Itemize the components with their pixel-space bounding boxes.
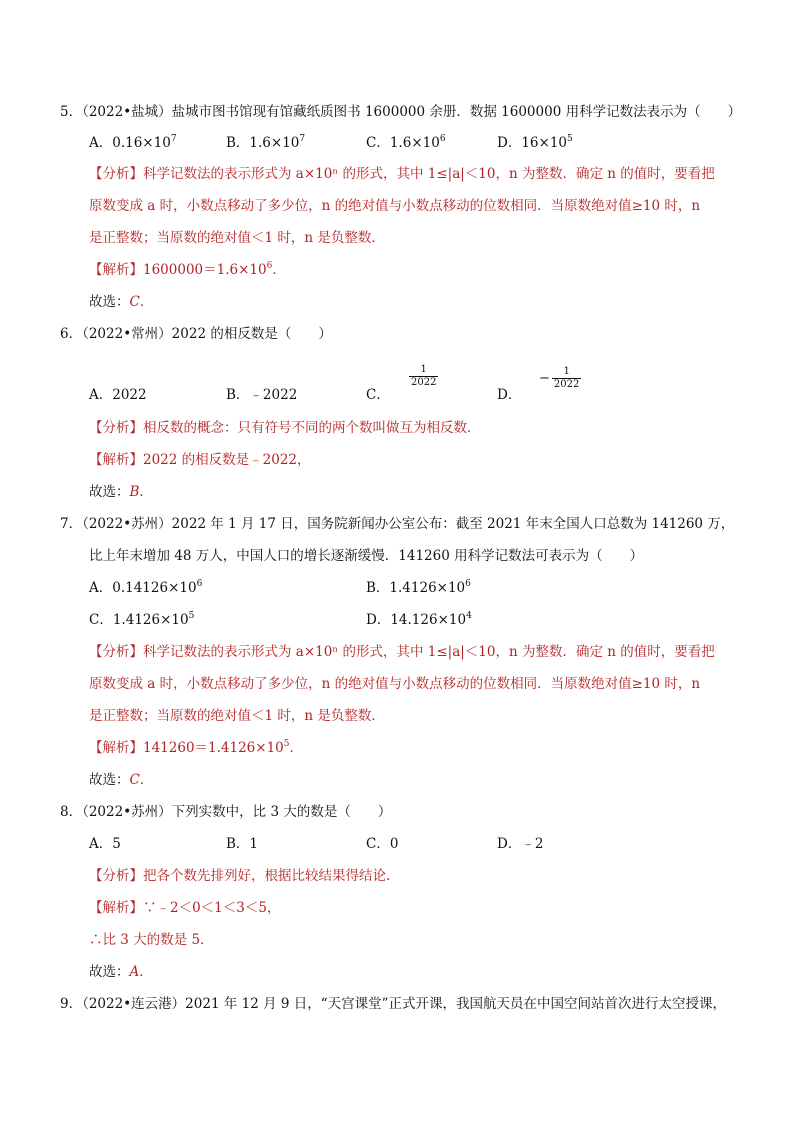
q5-option-d: D．$16\times 10^5$: [497, 134, 573, 151]
q8-solution-line1: 【解析】∵﹣2＜0＜1＜3＜5，: [89, 900, 281, 916]
question-text: 下列实数中，比 3 大的数是（ ）: [171, 804, 392, 820]
question-number: 8．: [60, 804, 83, 820]
analysis-tag: 【分析】: [89, 420, 143, 436]
question-source: （2022•连云港）: [82, 996, 186, 1012]
q5-analysis-line2: 原数变成 a 时，小数点移动了多少位，n 的绝对值与小数点移动的位数相同．当原数绝对值≥10 时，n: [89, 198, 701, 214]
q6-answer: 故选：B．: [89, 484, 153, 500]
question-number: 5．: [60, 104, 83, 120]
q5-option-c: C．$1.6\times 10^6$: [366, 134, 446, 151]
question-5-stem: [60, 102, 741, 122]
question-6-stem: [60, 324, 332, 344]
q6-option-d-fraction: − $\frac{1}{2022}$: [539, 366, 580, 390]
question-source: （2022•常州）: [82, 326, 172, 342]
question-text: 2022 年 1 月 17 日，国务院新闻办公室公布：截至 2021 年末全国人口总数为 141260 万，: [171, 516, 735, 532]
q7-option-a: A．$0.14126\times 10^6$: [89, 579, 203, 596]
q6-solution: 【解析】2022 的相反数是﹣2022，: [89, 452, 311, 468]
analysis-tag: 【分析】: [89, 644, 143, 660]
q8-answer: 故选：A．: [89, 964, 153, 980]
question-9-stem-line1: [60, 994, 726, 1014]
q5-analysis-line1: 【分析】科学记数法的表示形式为 a×10ⁿ 的形式，其中 1≤|a|＜10，n 为整数．确定 n 的值时，要看把: [89, 166, 715, 182]
q6-option-d: D．: [497, 387, 522, 403]
q8-analysis: 【分析】把各个数先排列好，根据比较结果得结论．: [89, 868, 400, 884]
solution-tag: 【解析】: [89, 262, 143, 278]
question-number: 9．: [60, 996, 83, 1012]
analysis-tag: 【分析】: [89, 868, 143, 884]
q6-option-c: C．: [366, 387, 390, 403]
question-number: 6．: [60, 326, 83, 342]
solution-tag: 【解析】: [89, 900, 143, 916]
q7-analysis-line2: 原数变成 a 时，小数点移动了多少位，n 的绝对值与小数点移动的位数相同．当原数绝对值≥10 时，n: [89, 676, 701, 692]
q7-analysis-line1: 【分析】科学记数法的表示形式为 a×10ⁿ 的形式，其中 1≤|a|＜10，n 为整数．确定 n 的值时，要看把: [89, 644, 715, 660]
analysis-tag: 【分析】: [89, 166, 143, 182]
q5-solution: 【解析】$1600000=1.6\times 10^6$．: [89, 261, 286, 278]
question-text: 2021 年 12 月 9 日，“天宫课堂”正式开课，我国航天员在中国空间站首次进行太空授课，: [185, 996, 727, 1012]
q8-option-b: B．1: [226, 836, 259, 852]
q6-analysis: 【分析】相反数的概念：只有符号不同的两个数叫做互为相反数．: [89, 420, 481, 436]
q6-option-c-fraction: $\frac{1}{2022}$: [411, 364, 437, 388]
question-7-stem-line2: 比上年末增加 48 万人，中国人口的增长逐渐缓慢．141260 用科学记数法可表示为（ ）: [89, 548, 644, 564]
question-source: （2022•盐城）: [82, 104, 172, 120]
q7-option-d: D．$14.126\times 10^4$: [366, 611, 472, 628]
question-8-stem: [60, 802, 391, 822]
question-text: 盐城市图书馆现有馆藏纸质图书 1600000 余册．数据 1600000 用科学记数法表示为（ ）: [171, 104, 742, 120]
q7-solution: 【解析】$141260=1.4126\times 10^5$．: [89, 739, 303, 756]
question-7-stem-line1: [60, 514, 734, 534]
question-source: （2022•苏州）: [82, 804, 172, 820]
q5-analysis-line3: 是正整数；当原数的绝对值＜1 时，n 是负整数．: [89, 230, 385, 246]
q8-option-d: D．﹣2: [497, 836, 544, 852]
q5-answer: 故选：C．: [89, 294, 154, 310]
q5-option-b: B．$1.6\times 10^7$: [226, 134, 306, 151]
question-source: （2022•苏州）: [82, 516, 172, 532]
q8-option-c: C．0: [366, 836, 399, 852]
solution-tag: 【解析】: [89, 452, 143, 468]
question-number: 7．: [60, 516, 83, 532]
q7-analysis-line3: 是正整数；当原数的绝对值＜1 时，n 是负整数．: [89, 708, 385, 724]
q7-option-b: B．$1.4126\times 10^6$: [366, 579, 471, 596]
q7-answer: 故选：C．: [89, 772, 154, 788]
q8-solution-line2: ∴比 3 大的数是 5．: [89, 932, 214, 948]
q7-option-c: C．$1.4126\times 10^5$: [89, 611, 195, 628]
q6-option-b: B．﹣2022: [226, 387, 298, 403]
q5-option-a: A．$0.16\times 10^7$: [89, 134, 177, 151]
q6-option-a: A．2022: [89, 387, 147, 403]
question-text: 2022 的相反数是（ ）: [171, 326, 332, 342]
solution-tag: 【解析】: [89, 740, 143, 756]
q8-option-a: A．5: [89, 836, 121, 852]
